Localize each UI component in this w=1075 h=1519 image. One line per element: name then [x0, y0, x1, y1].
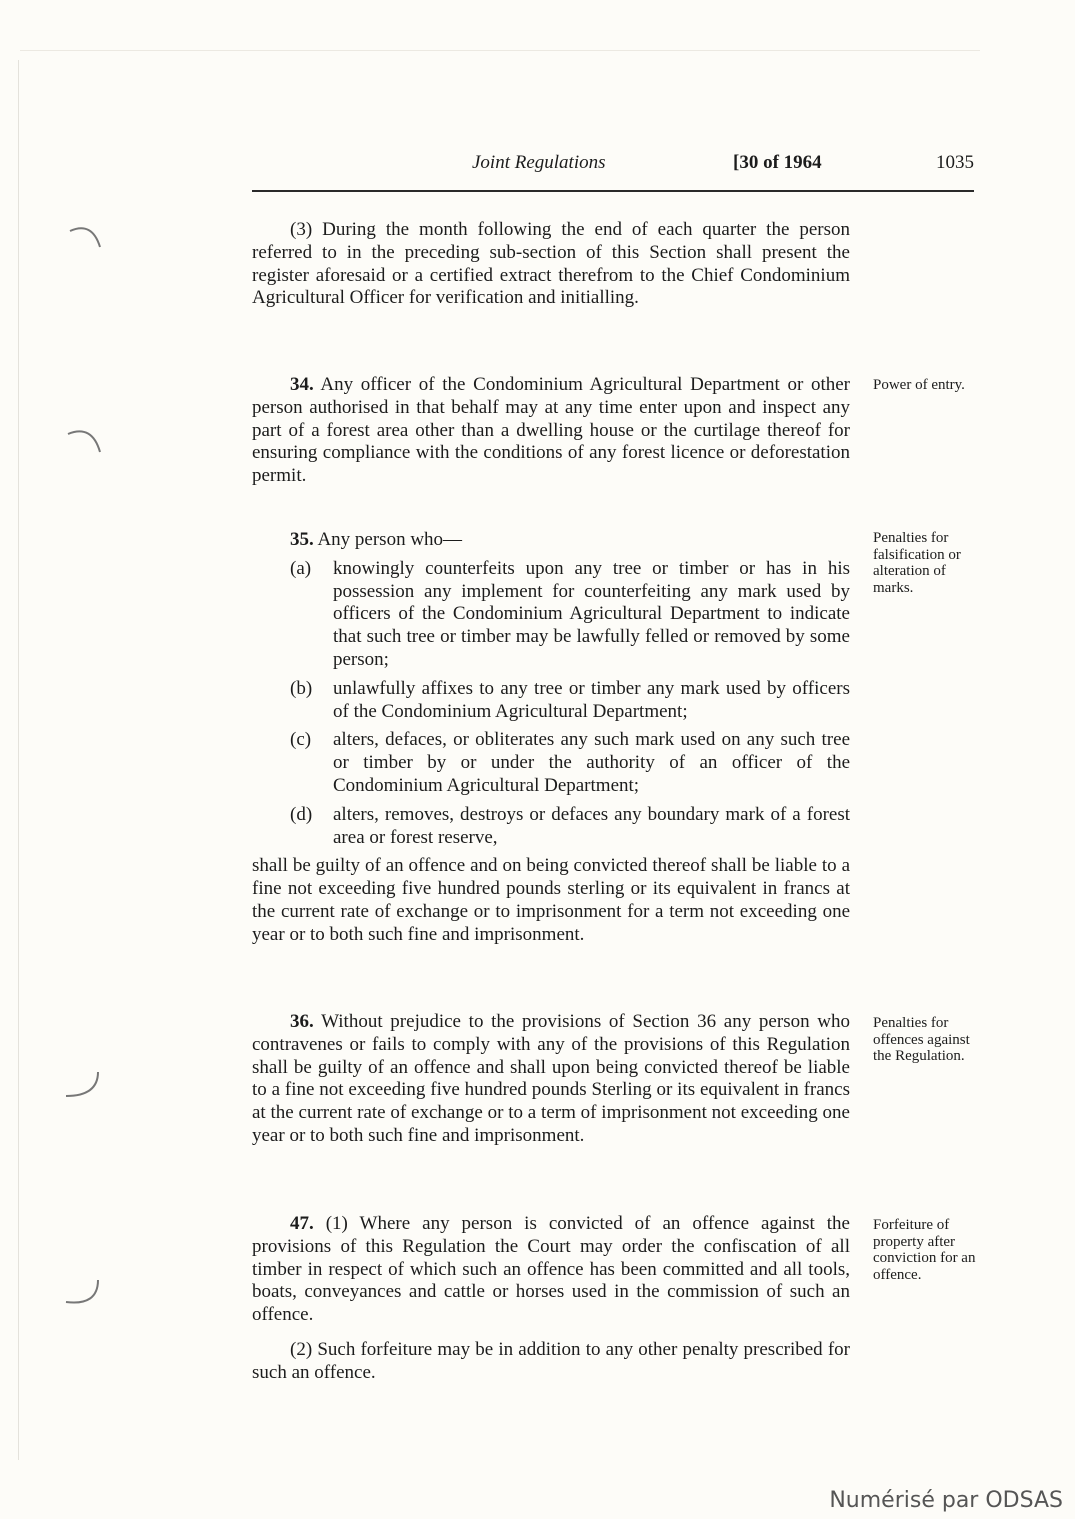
page-number: 1035 [936, 152, 974, 173]
punch-hole-mark [62, 215, 122, 275]
section-text: Any officer of the Condominium Agricultural Department or other person authorised in that behalf may at any time enter upon and inspect any part of a forest area other than a dwelling house or the curtilage thereof for ensuring compliance with the conditions of any forest licence or deforestation permit. [252, 374, 850, 487]
margin-note: Penalties for offences against the Regulation. [873, 1015, 970, 1064]
section-closing: shall be guilty of an offence and on being convicted thereof shall be liable to a fine not exceeding five hundred pounds sterling or its equivalent in francs at the current rate of exchange or to imprisonment for a term not exceeding one year or to both such fine and imprisonment. [252, 855, 850, 945]
section-47 [252, 1213, 850, 1385]
item-text: alters, defaces, or obliterates any such mark used on any such tree or timber by or under the authority of an officer of the Condominium Agricultural Department; [333, 729, 850, 796]
margin-note: Power of entry. [873, 377, 965, 393]
section-35 [252, 529, 850, 947]
running-header [252, 150, 974, 180]
paragraph [252, 374, 850, 488]
section-33-3 [252, 219, 850, 310]
header-title: Joint Regulations [472, 152, 606, 173]
section-text: (1) Where any person is convicted of an offence against the provisions of this Regulation the Court may order the confiscation of all timber in respect of which such an offence has been committed and all tools, boats, conveyances and cattle or horses used in the commission of such an offence. [252, 1213, 850, 1326]
list-item [252, 558, 850, 672]
page-edge-top [20, 50, 980, 51]
item-text: alters, removes, destroys or defaces any boundary mark of a forest area or forest reserve, [333, 803, 850, 848]
list-item [252, 678, 850, 724]
item-text: unlawfully affixes to any tree or timber any mark used by officers of the Condominium Agricultural Department; [333, 677, 850, 722]
item-text: knowingly counterfeits upon any tree or timber or has in his possession any implement for counterfeiting any mark used by officers of the Condominium Agricultural Department to indicate that such tree or timber may be lawfully felled or removed by some person; [333, 557, 850, 670]
paragraph [252, 1213, 850, 1327]
header-rule [252, 190, 974, 192]
section-text: Any person who— [317, 529, 463, 550]
section-number: 36. [290, 1011, 314, 1032]
item-label: (b) [290, 677, 313, 699]
punch-hole-mark [58, 1050, 118, 1110]
header-act: [30 of 1964 [733, 152, 822, 173]
digitization-watermark: Numérisé par ODSAS [829, 1488, 1063, 1513]
section-34 [252, 374, 850, 488]
punch-hole-mark [58, 1258, 118, 1318]
section-number: 34. [290, 374, 314, 395]
paragraph: (2) Such forfeiture may be in addition to any other penalty prescribed for such an offence. [252, 1338, 850, 1383]
punch-hole-mark [62, 420, 122, 480]
section-number: 35. [290, 529, 314, 550]
page-edge [18, 60, 19, 1460]
item-label: (d) [290, 803, 313, 825]
section-lead [252, 529, 850, 552]
margin-note: Penalties for falsification or alteration of marks. [873, 530, 961, 596]
section-number: 47. [290, 1213, 314, 1234]
margin-note: Forfeiture of property after conviction for an offence. [873, 1217, 976, 1283]
item-label: (c) [290, 729, 312, 751]
paragraph [252, 1011, 850, 1148]
section-text: Without prejudice to the provisions of Section 36 any person who contravenes or fails to comply with any of the provisions of this Regulation shall be guilty of an offence and shall upon being convicted thereof be liable to a fine not exceeding five hundred pounds Sterling or its equivalent in francs at the current rate of exchange or to a term of imprisonment not exceeding one year or to both such fine and imprisonment. [252, 1011, 850, 1146]
section-36 [252, 1011, 850, 1148]
paragraph: (3) During the month following the end of each quarter the person referred to in the preceding sub-section of this Section shall present the register aforesaid or a certified extract therefrom to the Chief Condominium Agricultural Officer for verification and initialling. [252, 219, 850, 309]
item-label: (a) [290, 557, 312, 579]
list-item [252, 804, 850, 850]
list-item [252, 729, 850, 797]
